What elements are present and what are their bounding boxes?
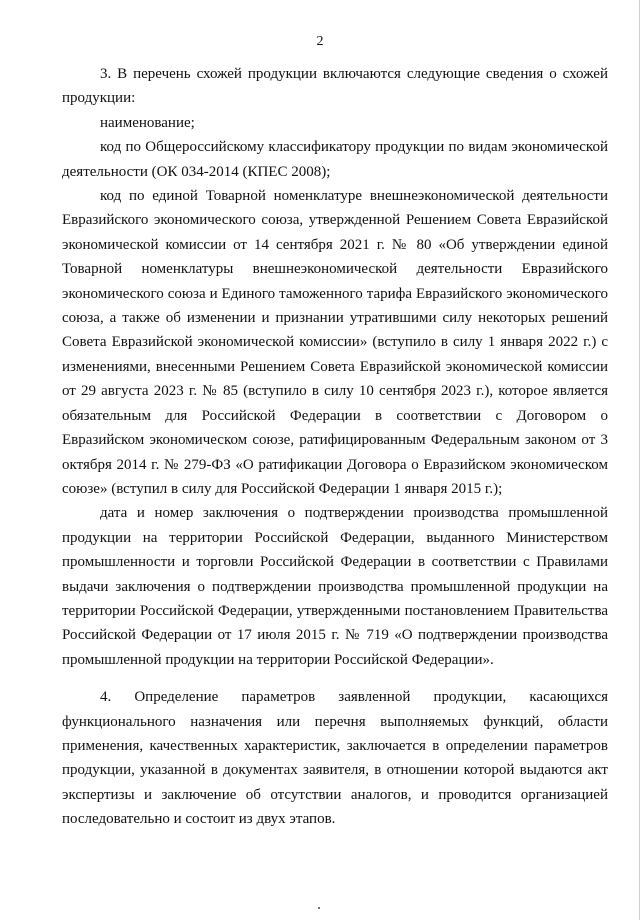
paragraph-conclusion-date: дата и номер заключения о подтверждении производства промышленной продукции на территории Российской Федерации, выданного Министерством промышленности и торговли Российской Федерации в соответствии с Правилами выдачи заключения о подтверждении производства промышленной продукции на территории Российской Федерации, утвержденными постановлением Правительства Российской Федерации от 17 июля 2015 г. № 719 «О подтверждении производства промышленной продукции на территории Российской Федерации».: [62, 505, 608, 668]
scan-speck: [318, 907, 320, 909]
paragraph-name: наименование;: [100, 114, 195, 131]
page-number: 2: [316, 34, 324, 49]
document-body: [62, 62, 608, 832]
paragraph-item-4: 4. Определение параметров заявленной продукции, касающихся функционального назначения или перечня выполняемых функций, области применения, качественных характеристик, заключается в определении параметров продукции, указанной в документах заявителя, в отношении которой выдаются акт экспертизы и заключение об отсутствии аналогов, и проводится организацией последовательно и состоит из двух этапов.: [62, 689, 608, 828]
paragraph-item-3: 3. В перечень схожей продукции включаются следующие сведения о схожей продукции:: [62, 66, 608, 107]
paragraph-okpd-code: код по Общероссийскому классификатору продукции по видам экономической деятельности (ОК 034-2014 (КПЕС 2008);: [62, 139, 608, 180]
paragraph-tnved-code: код по единой Товарной номенклатуре внешнеэкономической деятельности Евразийского экономического союза, утвержденной Решением Совета Евразийской экономической комиссии от 14 сентября 2021 г. № 80 «Об утверждении единой Товарной номенклатуры внешнеэкономической деятельности Евразийского экономического союза и Единого таможенного тарифа Евразийского экономического союза, а также об изменении и признании утратившими силу некоторых решений Совета Евразийской экономической комиссии» (вступило в силу 1 января 2022 г.) с изменениями, внесенными Решением Совета Евразийской экономической комиссии от 29 августа 2023 г. № 85 (вступило в силу 10 сентября 2023 г.), которое является обязательным для Российской Федерации в соответствии с Договором о Евразийском экономическом союзе, ратифицированным Федеральным законом от 3 октября 2014 г. № 279-ФЗ «О ратификации Договора о Евразийском экономическом союзе» (вступил в силу для Российской Федерации 1 января 2015 г.);: [62, 188, 608, 497]
